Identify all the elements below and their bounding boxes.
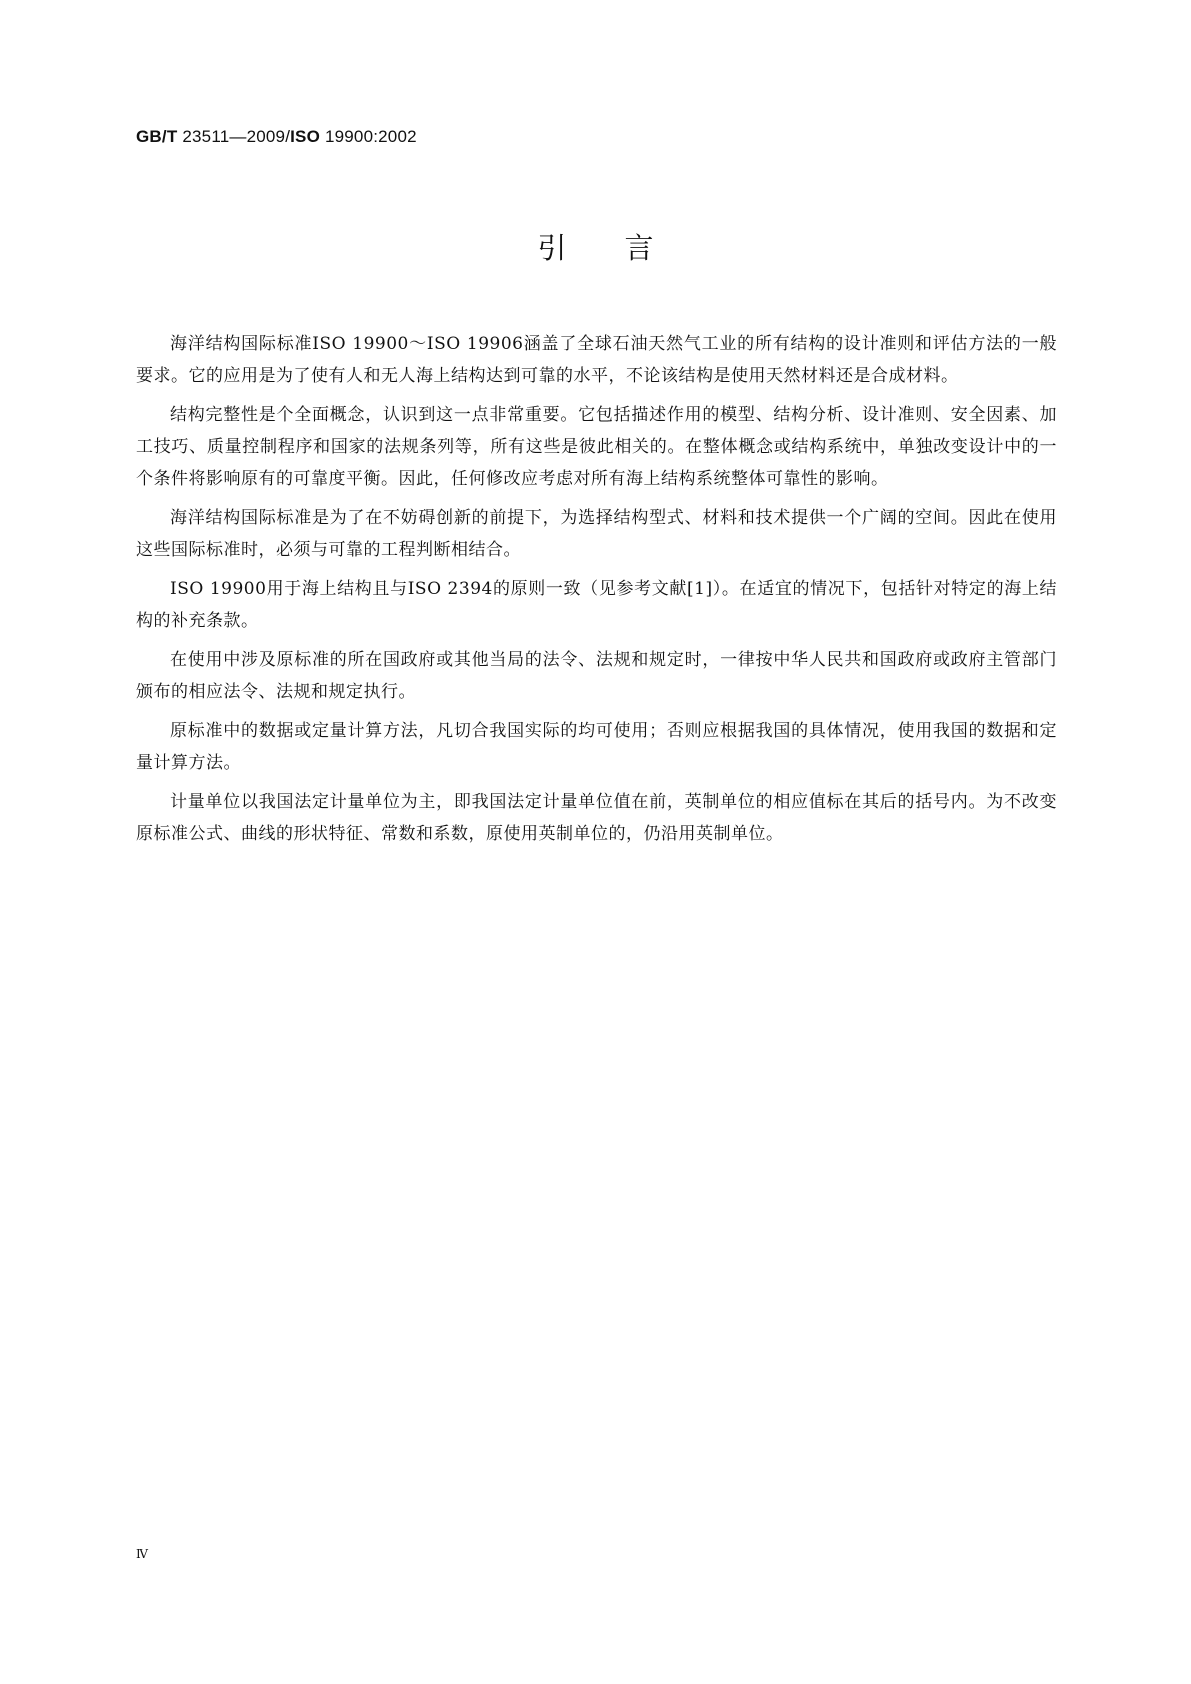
section-title: 引言 xyxy=(537,231,712,265)
paragraph-1: 海洋结构国际标准ISO 19900～ISO 19906涵盖了全球石油天然气工业的所有结构的设计准则和评估方法的一般要求。它的应用是为了使有人和无人海上结构达到可靠的水平，不论该结构是使用天然材料还是合成材料。 xyxy=(136,334,1057,386)
paragraph-4: ISO 19900用于海上结构且与ISO 2394的原则一致（见参考文献[1]）。在适宜的情况下，包括针对特定的海上结构的补充条款。 xyxy=(136,579,1057,631)
introduction-body xyxy=(136,328,1057,857)
page-number: Ⅳ xyxy=(136,1547,149,1561)
paragraph-6: 原标准中的数据或定量计算方法，凡切合我国实际的均可使用；否则应根据我国的具体情况，使用我国的数据和定量计算方法。 xyxy=(136,721,1057,773)
header-iso-number: 19900:2002 xyxy=(324,127,417,146)
header-number: 23511—2009/ xyxy=(182,127,291,146)
header-gbt-code: GB/T xyxy=(136,127,178,146)
paragraph-7: 计量单位以我国法定计量单位为主，即我国法定计量单位值在前，英制单位的相应值标在其后的括号内。为不改变原标准公式、曲线的形状特征、常数和系数，原使用英制单位的，仍沿用英制单位。 xyxy=(136,792,1057,844)
paragraph-2: 结构完整性是个全面概念，认识到这一点非常重要。它包括描述作用的模型、结构分析、设计准则、安全因素、加工技巧、质量控制程序和国家的法规条列等，所有这些是彼此相关的。在整体概念或结构系统中，单独改变设计中的一个条件将影响原有的可靠度平衡。因此，任何修改应考虑对所有海上结构系统整体可靠性的影响。 xyxy=(136,405,1057,489)
paragraph-3: 海洋结构国际标准是为了在不妨碍创新的前提下，为选择结构型式、材料和技术提供一个广阔的空间。因此在使用这些国际标准时，必须与可靠的工程判断相结合。 xyxy=(136,508,1057,560)
header-iso-code: ISO xyxy=(290,127,321,146)
standard-number-header xyxy=(136,127,417,147)
paragraph-5: 在使用中涉及原标准的所在国政府或其他当局的法令、法规和规定时，一律按中华人民共和国政府或政府主管部门颁布的相应法令、法规和规定执行。 xyxy=(136,650,1057,702)
